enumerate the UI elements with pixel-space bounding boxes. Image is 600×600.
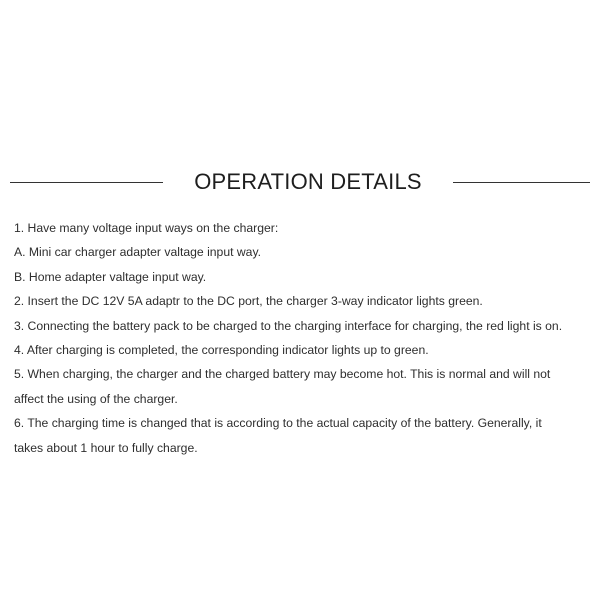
detail-line: 3. Connecting the battery pack to be charged to the charging interface for charging, the red light is on. bbox=[14, 318, 563, 333]
detail-line: 5. When charging, the charger and the charged battery may become hot. This is normal and will not bbox=[14, 367, 551, 382]
detail-line: affect the using of the charger. bbox=[14, 391, 178, 406]
detail-line: 6. The charging time is changed that is according to the actual capacity of the battery. Generally, it bbox=[14, 416, 542, 431]
detail-line: takes about 1 hour to fully charge. bbox=[14, 440, 198, 455]
section-title: OPERATION DETAILS bbox=[194, 169, 422, 194]
operation-details-list bbox=[14, 216, 588, 460]
right-divider bbox=[453, 182, 590, 183]
detail-line: A. Mini car charger adapter valtage input way. bbox=[14, 245, 262, 260]
detail-line: 1. Have many voltage input ways on the charger: bbox=[14, 221, 279, 235]
detail-line: 2. Insert the DC 12V 5A adaptr to the DC port, the charger 3-way indicator lights green. bbox=[14, 294, 483, 309]
section-header bbox=[0, 166, 600, 198]
left-divider bbox=[10, 182, 163, 183]
detail-line: B. Home adapter valtage input way. bbox=[14, 269, 207, 284]
detail-line: 4. After charging is completed, the corresponding indicator lights up to green. bbox=[14, 343, 429, 358]
